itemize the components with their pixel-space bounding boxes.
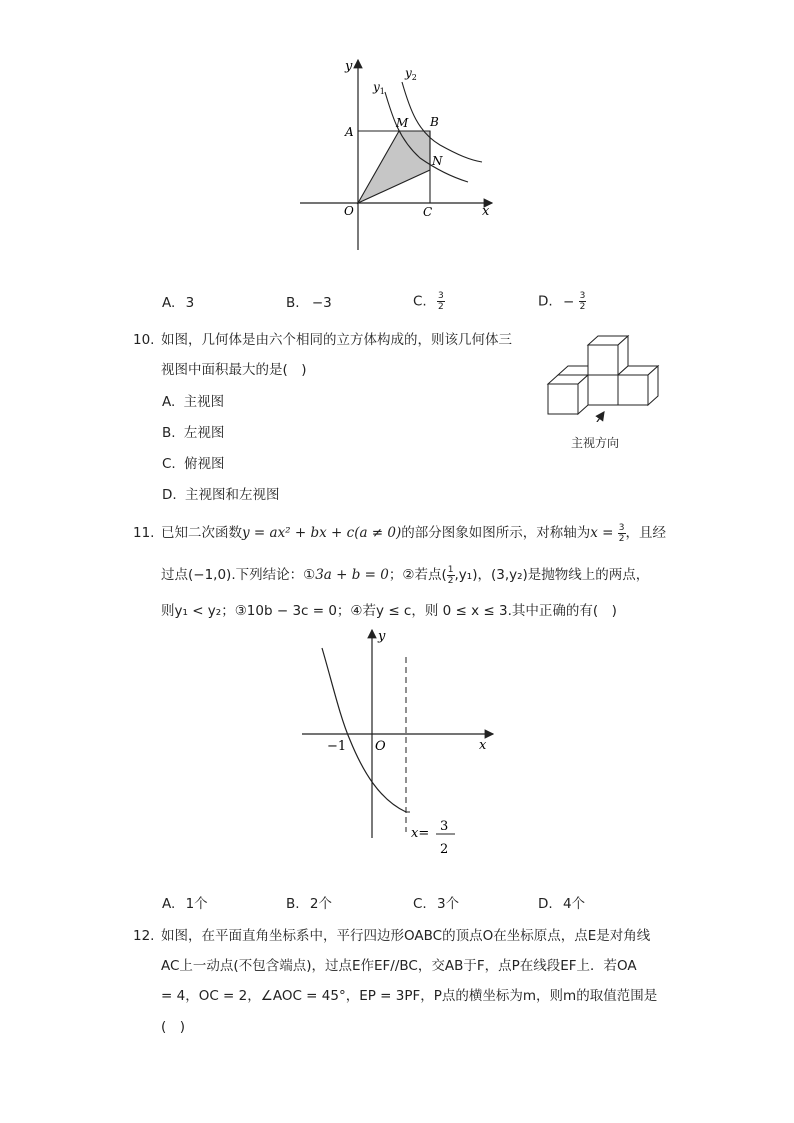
q9-label-A: A [345,125,354,139]
q11-number: 11. [133,525,155,541]
option-text: −3 [311,295,332,311]
q11-line-2: 过点(−1,0).下列结论：①3a + b = 0；②若点( $\frac{1}{2}$ ,y₁)，(3,y₂)是抛物线上的两点， [161,564,650,586]
q10-number: 10. [133,332,155,348]
q11-label-y: y [378,629,386,644]
q12-line-2: AC上一动点(不包含端点)，过点E作EF//BC，交AB于F，点P在线段EF上．若OA [161,958,637,974]
option-letter: D. [538,293,553,310]
q9-label-y1: $y_1$ [373,80,385,96]
q11-option-b[interactable] [286,898,332,912]
q11-label-x: x [479,738,487,753]
q11-option-c[interactable] [413,898,459,912]
q9-label-O: O [344,204,354,218]
q9-figure [295,52,505,257]
option-fraction: $\frac{3}{2}$ [438,291,444,312]
q11-option-a[interactable] [162,898,208,912]
option-text: 主视图 [183,394,225,410]
q9-label-N: N [432,154,443,168]
q10-option-d[interactable] [162,489,279,503]
q11-option-d[interactable] [538,898,585,912]
option-text: 左视图 [183,425,225,441]
option-text: 3 [185,295,195,311]
q9-option-b[interactable] [286,297,332,311]
q11-label-den: 2 [440,842,449,857]
option-letter: D. [538,896,553,912]
q9-label-y2: $y_2$ [405,66,417,82]
q10-option-a[interactable] [162,396,224,410]
q9-shaded-triangle [358,131,430,203]
q11-line-3: 则y₁ < y₂；③10b − 3c = 0；④若y ≤ c，则 0 ≤ x ≤ 3.其中正确的有( ) [161,603,617,619]
q10-option-b[interactable] [162,427,224,441]
q10-view-arrow [590,412,604,422]
option-letter: B. [286,295,300,311]
q10-figure-label: 主视方向 [571,436,620,450]
q10-cube-figure [540,332,665,422]
option-letter: C. [413,896,427,912]
q11-label-neg1: −1 [327,739,347,754]
q9-label-y: y [345,59,353,74]
q9-option-a[interactable] [162,297,194,311]
q12-number: 12. [133,928,155,944]
q11-label-O: O [375,739,386,754]
q12-line-4: ( ) [161,1019,186,1035]
option-text: 4个 [562,896,586,912]
option-text: 2个 [309,896,332,912]
q9-label-x: x [482,204,490,219]
q11-parabola [322,648,406,812]
q11-label-num: 3 [440,819,449,834]
q11-label-axis: x= [411,826,430,841]
q9-option-c[interactable] [413,291,445,312]
option-letter: B. [162,425,176,441]
option-letter: C. [162,456,176,472]
option-letter: A. [162,394,176,410]
option-text: 俯视图 [184,456,225,472]
option-text: 主视图和左视图 [184,487,280,503]
q12-line-1: 如图，在平面直角坐标系中，平行四边形OABC的顶点O在坐标原点，点E是对角线 [161,928,651,944]
option-letter: C. [413,293,427,310]
option-text: 1个 [185,896,208,912]
q9-option-d[interactable] [538,291,586,312]
q10-option-c[interactable] [162,458,225,472]
q9-label-C: C [423,205,433,219]
q10-line-1: 如图，几何体是由六个相同的立方体构成的，则该几何体三 [161,332,512,348]
option-letter: A. [162,896,176,912]
option-sign: − [562,293,575,310]
option-letter: A. [162,295,176,311]
option-letter: B. [286,896,300,912]
q9-label-M: M [396,116,409,130]
q12-line-3: = 4，OC = 2，∠AOC = 45°，EP = 3PF，P点的横坐标为m，则m的取值范围是 [161,988,658,1004]
option-text: 3个 [437,896,460,912]
q11-line-1: 已知二次函数y = ax² + bx + c(a ≠ 0)的部分图象如图所示，对称轴为x = $\frac{3}{2}$ ，且经 [161,522,667,544]
q10-line-2: 视图中面积最大的是( ) [161,362,307,378]
option-fraction: $\frac{3}{2}$ [579,291,586,312]
option-letter: D. [162,487,177,503]
q11-figure [298,625,498,860]
q9-label-B: B [430,115,439,129]
